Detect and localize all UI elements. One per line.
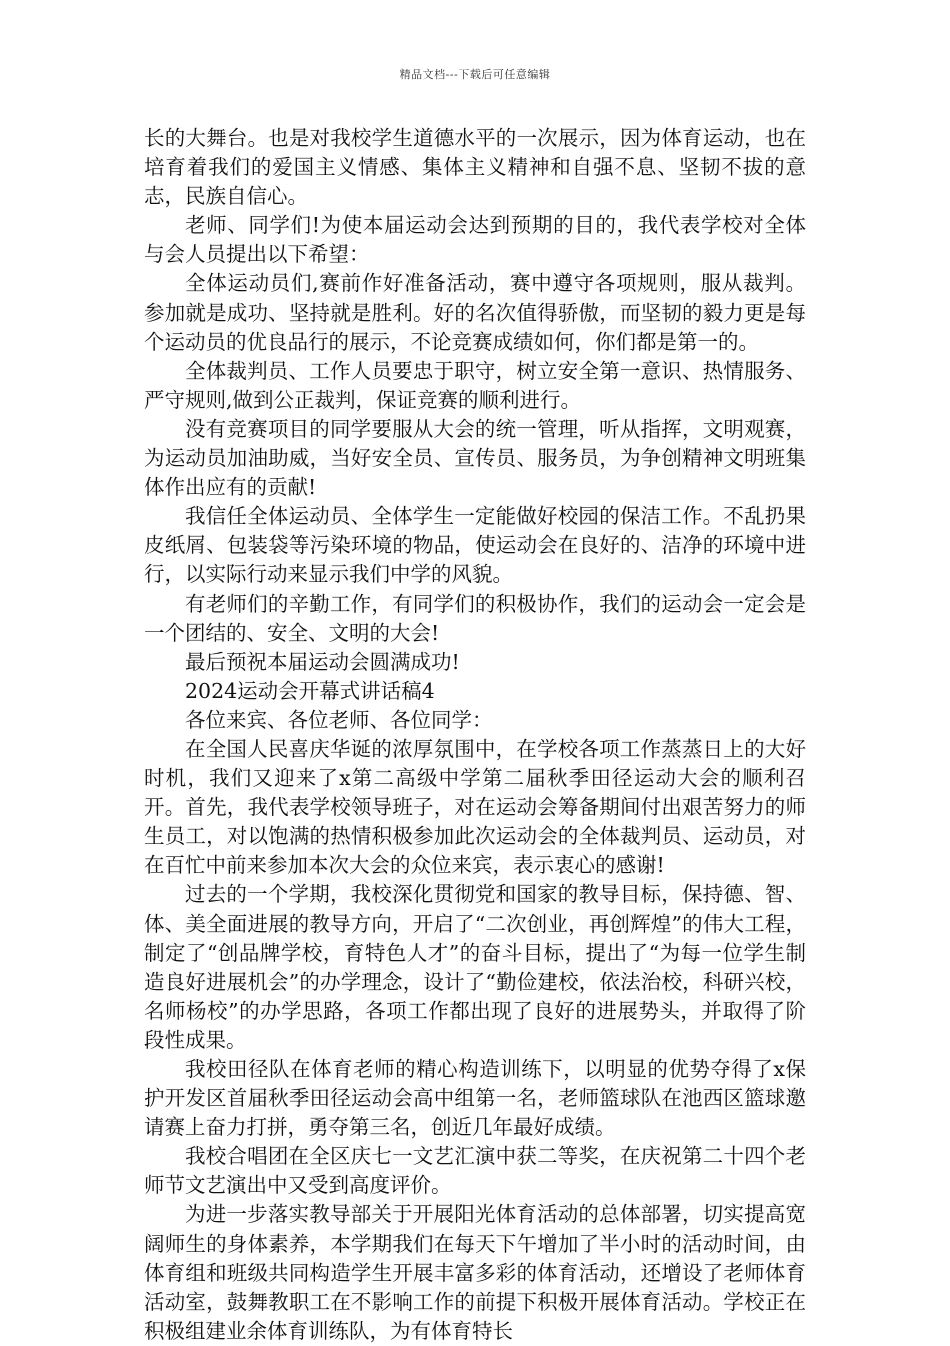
paragraph: 过去的一个学期，我校深化贯彻党和国家的教导目标，保持德、智、体、美全面进展的教导方向，开启了“二次创业，再创辉煌”的伟大工程，制定了“创品牌学校，育特色人才”的奋斗目标，提出了“为每一位学生制造良好进展机会”的办学理念，设计了“勤俭建校，依法治校，科研兴校，名师杨校”的办学思路，各项工作都出现了良好的进展势头，并取得了阶段性成果。 bbox=[144, 882, 806, 1052]
paragraph: 老师、同学们!为使本届运动会达到预期的目的，我代表学校对全体与会人员提出以下希望： bbox=[144, 213, 806, 267]
paragraph: 全体运动员们,赛前作好准备活动，赛中遵守各项规则，服从裁判。参加就是成功、坚持就是胜利。好的名次值得骄傲，而坚韧的毅力更是每个运动员的优良品行的展示，不论竞赛成绩如何，你们都是第一的。 bbox=[144, 271, 806, 354]
paragraph: 长的大舞台。也是对我校学生道德水平的一次展示，因为体育运动，也在培育着我们的爱国主义情感、集体主义精神和自强不息、坚韧不拔的意志，民族自信心。 bbox=[144, 126, 806, 209]
section-title: 2024运动会开幕式讲话稿4 bbox=[185, 678, 435, 703]
salutation: 各位来宾、各位老师、各位同学： bbox=[185, 707, 493, 732]
page-header: 精品文档---下载后可任意编辑 bbox=[399, 68, 551, 81]
paragraph: 没有竞赛项目的同学要服从大会的统一管理，听从指挥，文明观赛，为运动员加油助威，当好安全员、宣传员、服务员，为争创精神文明班集体作出应有的贡献! bbox=[144, 416, 806, 500]
paragraph: 我校合唱团在全区庆七一文艺汇演中获二等奖，在庆祝第二十四个老师节文艺演出中又受到高度评价。 bbox=[144, 1144, 806, 1198]
paragraph: 最后预祝本届运动会圆满成功! bbox=[185, 649, 460, 674]
paragraph: 为进一步落实教导部关于开展阳光体育活动的总体部署，切实提高宽阔师生的身体素养，本学期我们在每天下午增加了半小时的活动时间，由体育组和班级共同构造学生开展丰富多彩的体育活动，还增设了老师体育活动室，鼓舞教职工在不影响工作的前提下积极开展体育活动。学校正在积极组建业余体育训练队，为有体育特长 bbox=[144, 1202, 806, 1343]
document-body bbox=[144, 124, 806, 1346]
paragraph: 我信任全体运动员、全体学生一定能做好校园的保洁工作。不乱扔果皮纸屑、包装袋等污染环境的物品，使运动会在良好的、洁净的环境中进行，以实际行动来显示我们中学的风貌。 bbox=[144, 504, 806, 587]
paragraph: 在全国人民喜庆华诞的浓厚氛围中，在学校各项工作蒸蒸日上的大好时机，我们又迎来了x第二高级中学第二届秋季田径运动大会的顺利召开。首先，我代表学校领导班子，对在运动会筹备期间付出艰苦努力的师生员工，对以饱满的热情积极参加此次运动会的全体裁判员、运动员，对在百忙中前来参加本次大会的众位来宾，表示衷心的感谢! bbox=[144, 736, 806, 878]
paragraph: 有老师们的辛勤工作，有同学们的积极协作，我们的运动会一定会是一个团结的、安全、文明的大会! bbox=[144, 591, 806, 645]
paragraph: 全体裁判员、工作人员要忠于职守，树立安全第一意识、热情服务、严守规则,做到公正裁判，保证竞赛的顺利进行。 bbox=[144, 358, 806, 412]
paragraph: 我校田径队在体育老师的精心构造训练下，以明显的优势夺得了x保护开发区首届秋季田径运动会高中组第一名，老师篮球队在池西区篮球邀请赛上奋力打拼，勇夺第三名，创近几年最好成绩。 bbox=[144, 1057, 806, 1140]
